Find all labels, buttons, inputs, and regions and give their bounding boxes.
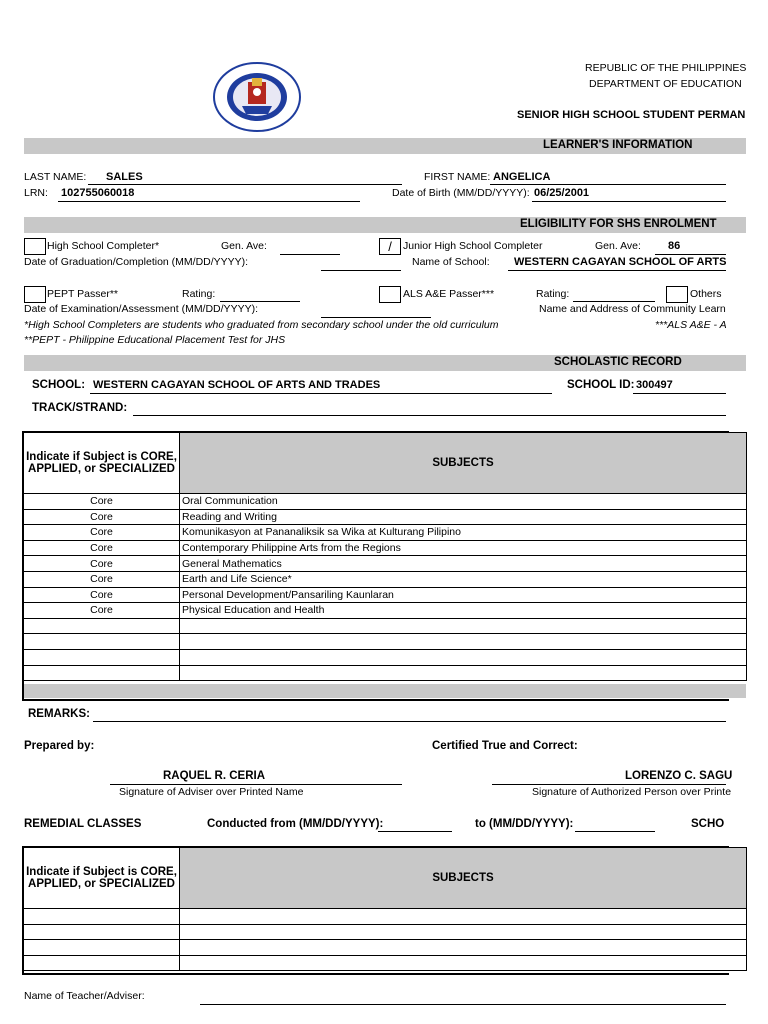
lrn-value[interactable]: 102755060018	[61, 187, 135, 199]
table-row[interactable]	[24, 665, 747, 681]
jhs-gen-ave-value[interactable]: 86	[668, 240, 681, 252]
scholastic-table-header	[24, 433, 747, 494]
table-row[interactable]	[24, 955, 747, 971]
subject-type: Core	[24, 540, 180, 556]
school-value[interactable]: WESTERN CAGAYAN SCHOOL OF ARTS AND TRADES	[93, 379, 381, 391]
lrn-underline	[58, 201, 360, 202]
subject-type: Core	[24, 556, 180, 572]
scholastic-section-title: SCHOLASTIC RECORD	[554, 356, 682, 368]
table-row[interactable]	[24, 603, 747, 619]
subject-type	[24, 634, 180, 650]
certifier-name: LORENZO C. SAGU	[625, 770, 733, 782]
dob-underline	[532, 201, 726, 202]
subject-name: Oral Communication	[180, 494, 747, 510]
eligibility-section-bar	[24, 217, 746, 233]
subject-type: Core	[24, 525, 180, 541]
teacher-label: Name of Teacher/Adviser:	[24, 990, 145, 1002]
subject-type: Core	[24, 571, 180, 587]
note-pept: **PEPT - Philippine Educational Placement Test for JHS	[24, 334, 286, 346]
adviser-caption: Signature of Adviser over Printed Name	[119, 786, 304, 798]
school-id-underline	[633, 393, 726, 394]
first-name-underline	[490, 184, 726, 185]
als-label: ALS A&E Passer***	[403, 288, 495, 300]
remedial-to-underline	[575, 831, 655, 832]
scholastic-section-bar	[24, 355, 746, 371]
lrn-label: LRN:	[24, 187, 48, 199]
table-row[interactable]	[24, 509, 747, 525]
pept-label: PEPT Passer**	[47, 288, 119, 300]
subject-type	[24, 618, 180, 634]
table-row[interactable]	[24, 540, 747, 556]
subject-name: Reading and Writing	[180, 509, 747, 525]
dob-value[interactable]: 06/25/2001	[534, 187, 590, 199]
note-als: ***ALS A&E - A	[655, 319, 727, 331]
conducted-from-underline	[378, 831, 452, 832]
pept-checkbox[interactable]	[24, 286, 46, 303]
remedial-school-label: SCHO	[691, 818, 725, 830]
certified-label: Certified True and Correct:	[432, 740, 578, 752]
school-id-value[interactable]: 300497	[636, 379, 673, 391]
jhs-gen-ave-label: Gen. Ave:	[595, 240, 641, 252]
table-row[interactable]	[24, 556, 747, 572]
subject-type: Core	[24, 494, 180, 510]
pept-rating-underline	[220, 301, 300, 302]
table-row[interactable]	[24, 940, 747, 956]
dob-label: Date of Birth (MM/DD/YYYY):	[392, 187, 530, 199]
certifier-caption: Signature of Authorized Person over Printe	[532, 786, 732, 798]
remedial-to-label: to (MM/DD/YYYY):	[475, 818, 574, 830]
exam-date-underline	[321, 317, 431, 318]
header-department: DEPARTMENT OF EDUCATION	[589, 78, 742, 90]
track-underline	[133, 415, 726, 416]
exam-date-label: Date of Examination/Assessment (MM/DD/YYYY):	[24, 303, 258, 315]
first-name-value[interactable]: ANGELICA	[493, 171, 551, 183]
scholastic-table	[23, 432, 747, 681]
als-checkbox[interactable]	[379, 286, 401, 303]
table-row[interactable]	[24, 649, 747, 665]
table-row[interactable]	[24, 571, 747, 587]
scholastic-table-footer-bar	[24, 684, 746, 698]
prepared-by-label: Prepared by:	[24, 740, 95, 752]
subject-type	[24, 649, 180, 665]
subject-type: Core	[24, 587, 180, 603]
remedial-table	[23, 847, 747, 971]
subject-type: Core	[24, 603, 180, 619]
track-label: TRACK/STRAND:	[32, 402, 128, 414]
hs-completer-checkbox[interactable]	[24, 238, 46, 255]
subject-name	[180, 634, 747, 650]
others-checkbox[interactable]	[666, 286, 688, 303]
last-name-underline	[88, 184, 402, 185]
note-hs-completer: *High School Completers are students who graduated from secondary school under the old curriculum	[24, 319, 499, 331]
subject-name: Contemporary Philippine Arts from the Regions	[180, 540, 747, 556]
last-name-value[interactable]: SALES	[106, 171, 143, 183]
remedial-subjects-header: SUBJECTS	[180, 848, 747, 909]
table-row[interactable]	[24, 618, 747, 634]
school-name-label: Name of School:	[412, 256, 490, 268]
last-name-label: LAST NAME:	[24, 171, 87, 183]
subject-name: Komunikasyon at Pananaliksik sa Wika at Kulturang Pilipino	[180, 525, 747, 541]
subjects-header: SUBJECTS	[180, 433, 747, 494]
grad-date-underline	[321, 270, 401, 271]
hs-gen-ave-underline	[280, 254, 340, 255]
teacher-underline	[200, 1004, 726, 1005]
table-row[interactable]	[24, 909, 747, 925]
als-rating-label: Rating:	[536, 288, 570, 300]
conducted-from-label: Conducted from (MM/DD/YYYY):	[207, 818, 384, 830]
remedial-table-header	[24, 848, 747, 909]
table-row[interactable]	[24, 587, 747, 603]
table-row[interactable]	[24, 634, 747, 650]
subject-type: Core	[24, 509, 180, 525]
hs-gen-ave-label: Gen. Ave:	[221, 240, 267, 252]
adviser-name: RAQUEL R. CERIA	[163, 770, 266, 782]
table-row[interactable]	[24, 494, 747, 510]
certifier-signature-line	[492, 784, 726, 785]
pept-rating-label: Rating:	[182, 288, 216, 300]
subject-name: Earth and Life Science*	[180, 571, 747, 587]
first-name-label: FIRST NAME:	[424, 171, 491, 183]
remedial-indicate-header: Indicate if Subject is CORE, APPLIED, or SPECIALIZED	[24, 848, 180, 909]
table-row[interactable]	[24, 525, 747, 541]
eligibility-section-title: ELIGIBILITY FOR SHS ENROLMENT	[520, 218, 717, 230]
subject-name	[180, 649, 747, 665]
school-label: SCHOOL:	[32, 379, 86, 391]
remarks-label: REMARKS:	[28, 708, 90, 720]
subject-name: General Mathematics	[180, 556, 747, 572]
jhs-completer-label: Junior High School Completer	[403, 240, 543, 252]
school-name-underline	[508, 270, 726, 271]
jhs-completer-checkbox[interactable]: /	[379, 238, 401, 255]
indicate-header: Indicate if Subject is CORE, APPLIED, or SPECIALIZED	[24, 433, 180, 494]
adviser-signature-line	[110, 784, 402, 785]
table-row[interactable]	[24, 924, 747, 940]
als-rating-underline	[573, 301, 655, 302]
subject-type	[24, 665, 180, 681]
jhs-gen-ave-underline	[655, 254, 726, 255]
learner-section-title: LEARNER'S INFORMATION	[543, 139, 693, 151]
subject-name: Physical Education and Health	[180, 603, 747, 619]
school-id-label: SCHOOL ID:	[567, 379, 635, 391]
remedial-title: REMEDIAL CLASSES	[24, 818, 142, 830]
learner-section-bar	[24, 138, 746, 154]
subject-name	[180, 665, 747, 681]
deped-seal-icon	[212, 62, 302, 132]
header-republic: REPUBLIC OF THE PHILIPPINES	[585, 62, 747, 74]
form-title: SENIOR HIGH SCHOOL STUDENT PERMAN	[517, 109, 746, 121]
others-label: Others	[690, 288, 722, 300]
subject-name: Personal Development/Pansariling Kaunlaran	[180, 587, 747, 603]
hs-completer-label: High School Completer*	[47, 240, 160, 252]
grad-date-label: Date of Graduation/Completion (MM/DD/YYYY):	[24, 256, 249, 268]
school-underline	[90, 393, 552, 394]
school-name-value[interactable]: WESTERN CAGAYAN SCHOOL OF ARTS	[514, 256, 727, 268]
remarks-underline	[93, 721, 726, 722]
clc-label: Name and Address of Community Learn	[539, 303, 726, 315]
subject-name	[180, 618, 747, 634]
